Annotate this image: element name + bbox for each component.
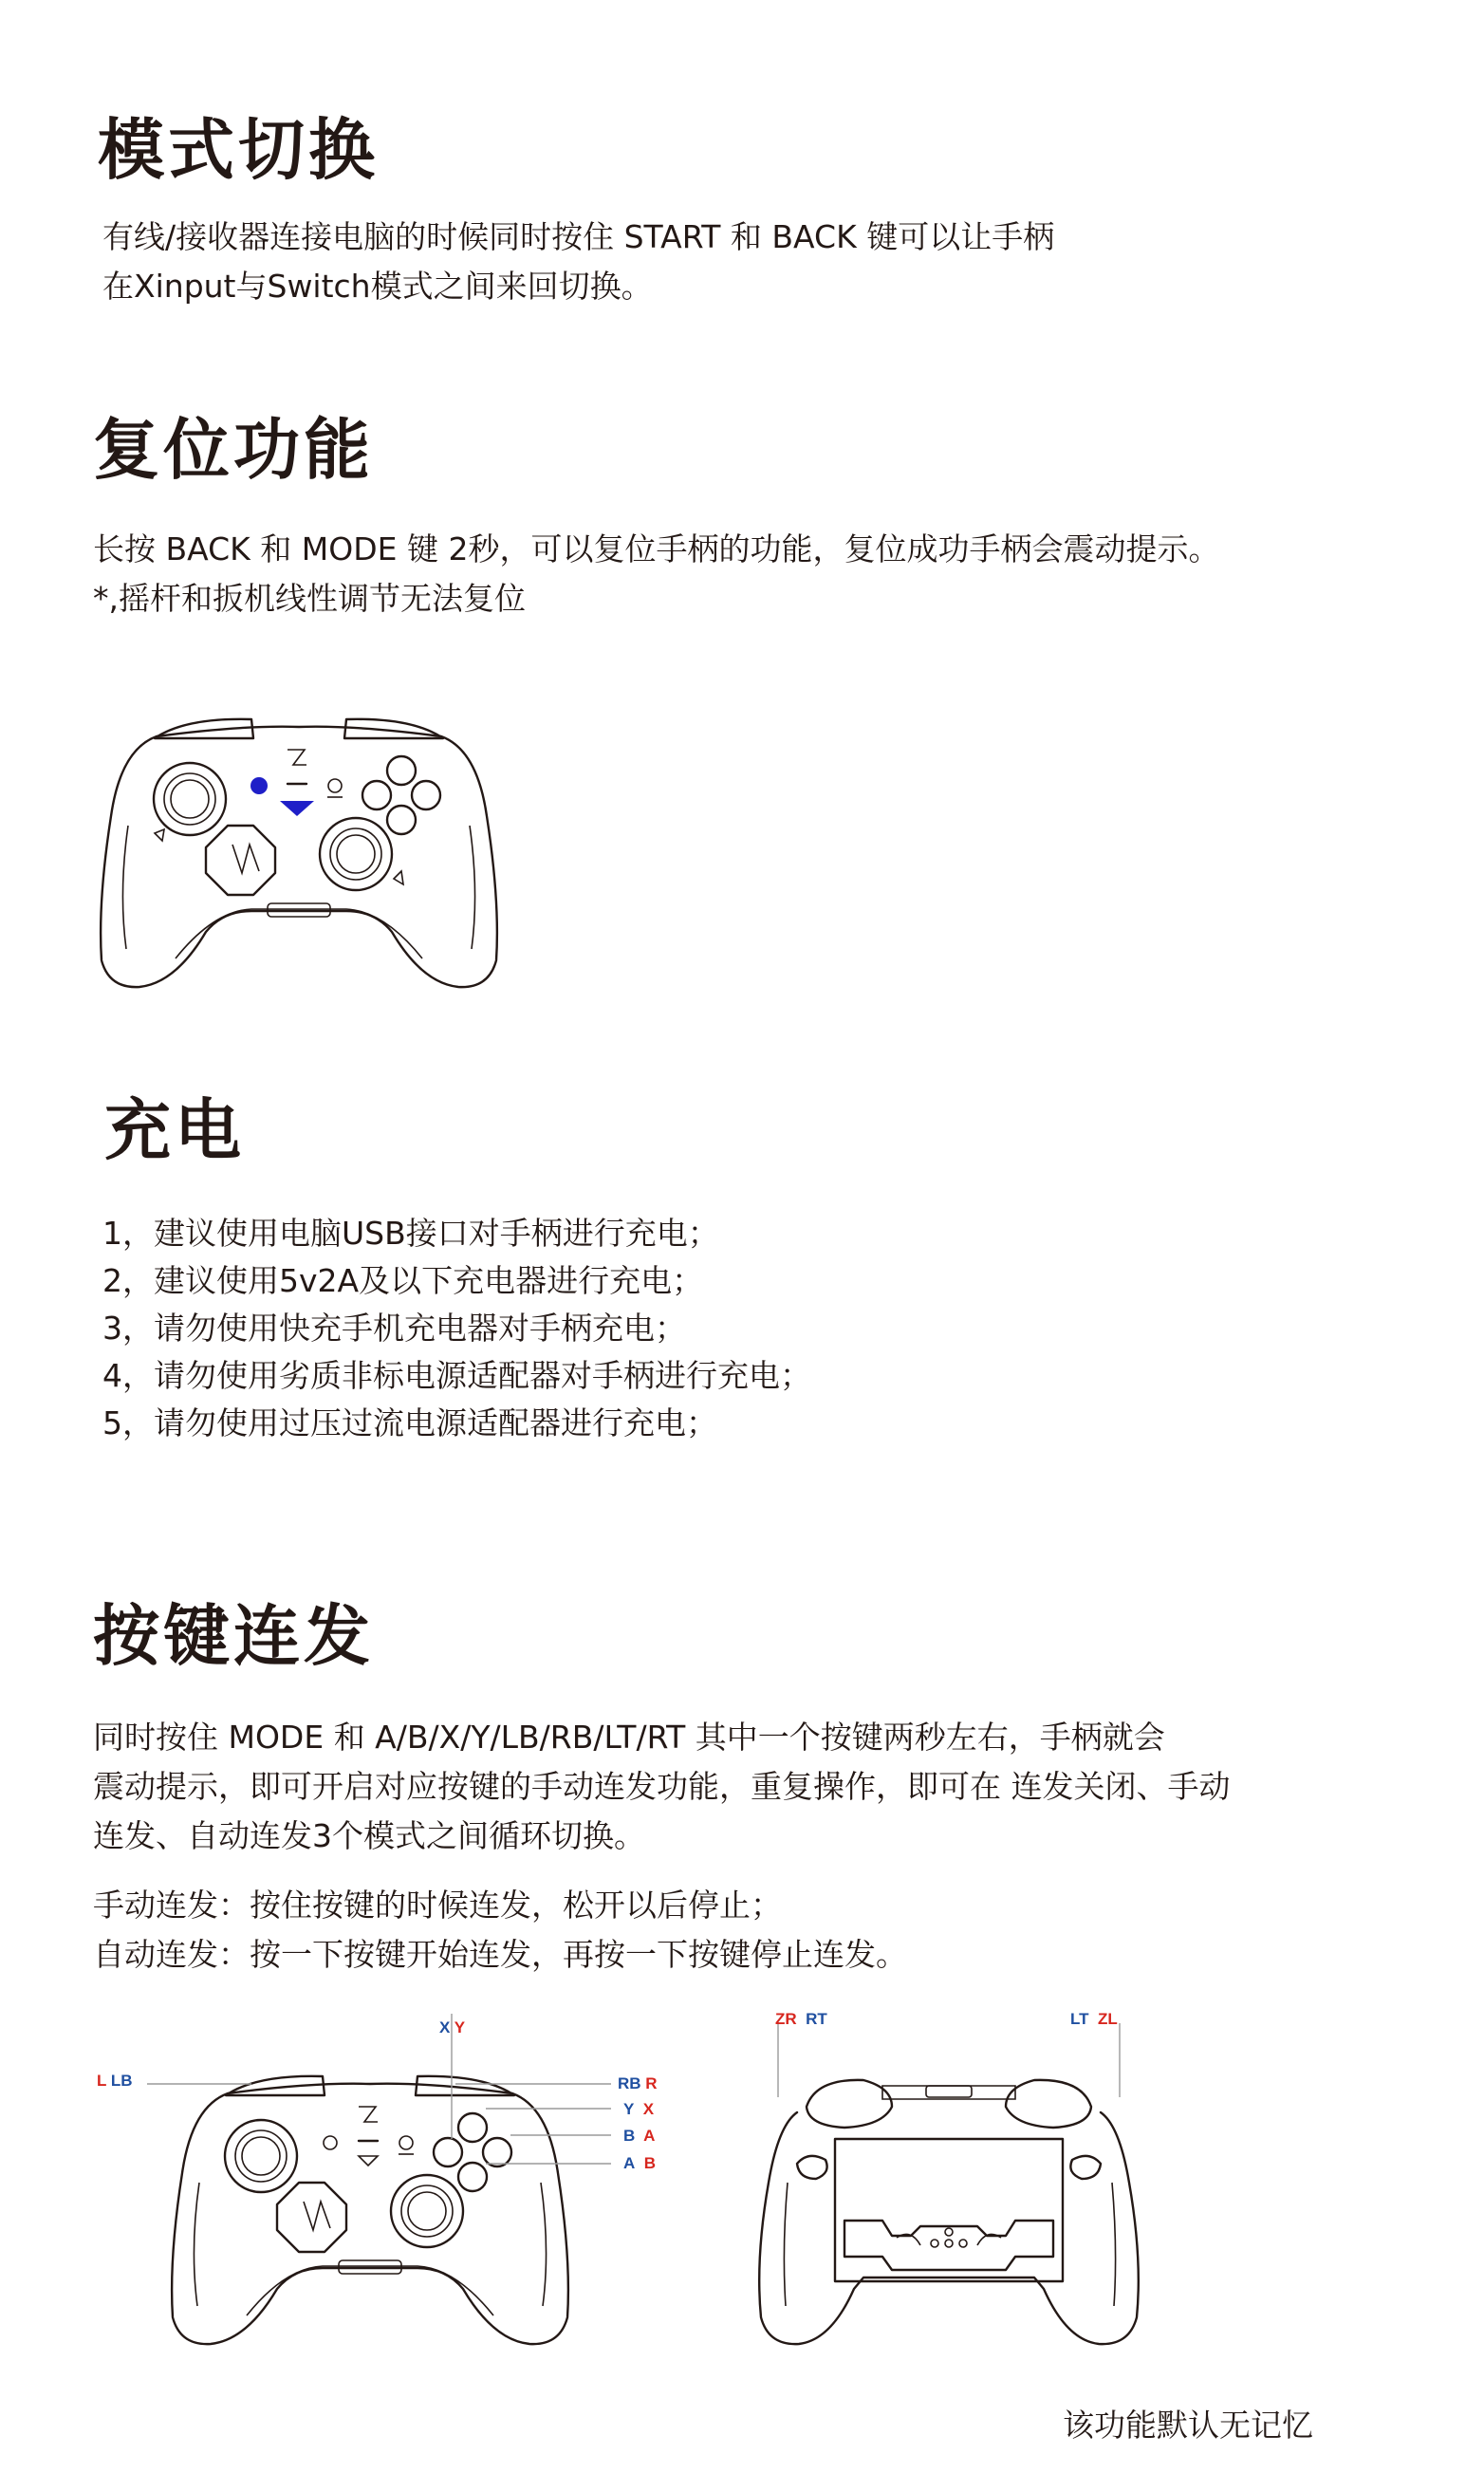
mode-switch-text — [102, 213, 1054, 311]
label-rb — [618, 2074, 658, 2093]
text-line: 在Xinput与Switch模式之间来回切换。 — [102, 268, 653, 305]
text-line: 连发、自动连发3个模式之间循环切换。 — [93, 1817, 645, 1854]
turbo-text — [93, 1713, 1231, 1861]
text-line: 长按 BACK 和 MODE 键 2秒，可以复位手柄的功能，复位成功手柄会震动提示。 — [93, 530, 1220, 567]
label-red: ZR — [775, 2010, 797, 2028]
text-line: 同时按住 MODE 和 A/B/X/Y/LB/RB/LT/RT 其中一个按键两秒左右，手柄就会 — [93, 1719, 1165, 1756]
label-ab — [623, 2154, 656, 2173]
text-line: 自动连发：按一下按键开始连发，再按一下按键停止连发。 — [93, 1936, 907, 1973]
controller-front-icon — [90, 712, 508, 996]
list-item: 1，建议使用电脑USB接口对手柄进行充电； — [102, 1215, 719, 1252]
list-item: 4，请勿使用劣质非标电源适配器对手柄进行充电； — [102, 1357, 811, 1394]
text-line: 有线/接收器连接电脑的时候同时按住 START 和 BACK 键可以让手柄 — [102, 218, 1055, 255]
label-zr-rt — [775, 2010, 827, 2029]
section-title-reset: 复位功能 — [93, 411, 374, 489]
label-xy — [439, 2018, 465, 2037]
label-lb — [97, 2072, 132, 2091]
label-red: A — [643, 2127, 656, 2145]
label-red: L — [97, 2072, 107, 2090]
list-item: 2，建议使用5v2A及以下充电器进行充电； — [102, 1262, 704, 1299]
list-item: 5，请勿使用过压过流电源适配器进行充电； — [102, 1404, 717, 1441]
label-blue: RT — [806, 2010, 827, 2028]
label-red: R — [645, 2074, 658, 2092]
label-red: ZL — [1097, 2010, 1118, 2028]
label-blue: Y — [623, 2100, 635, 2118]
text-line: 震动提示，即可开启对应按键的手动连发功能，重复操作，即可在 连发关闭、手动 — [93, 1768, 1231, 1805]
text-line: *,摇杆和扳机线性调节无法复位 — [93, 580, 526, 617]
section-title-turbo: 按键连发 — [93, 1597, 374, 1675]
list-item: 3，请勿使用快充手机充电器对手柄充电； — [102, 1310, 686, 1347]
label-red: Y — [454, 2018, 466, 2036]
label-blue: B — [623, 2127, 636, 2145]
charging-list — [102, 1210, 811, 1447]
label-yx — [623, 2100, 654, 2119]
label-ba — [623, 2127, 655, 2146]
label-blue: X — [439, 2018, 451, 2036]
section-title-charging: 充电 — [104, 1091, 245, 1169]
label-blue: LB — [110, 2072, 133, 2090]
label-red: B — [643, 2154, 657, 2172]
label-blue: LT — [1070, 2010, 1089, 2028]
label-blue: RB — [618, 2074, 641, 2092]
turbo-modes — [93, 1881, 907, 1980]
reset-text — [93, 525, 1219, 623]
label-blue: A — [623, 2154, 636, 2172]
controller-back-icon — [740, 2069, 1158, 2353]
text-line: 手动连发：按住按键的时候连发，松开以后停止； — [93, 1887, 782, 1924]
section-title-mode-switch: 模式切换 — [98, 111, 379, 189]
controller-front-icon — [161, 2069, 579, 2353]
label-lt-zl — [1070, 2010, 1118, 2029]
turbo-note: 该功能默认无记忆 — [1063, 2407, 1313, 2444]
label-red: X — [642, 2100, 655, 2118]
